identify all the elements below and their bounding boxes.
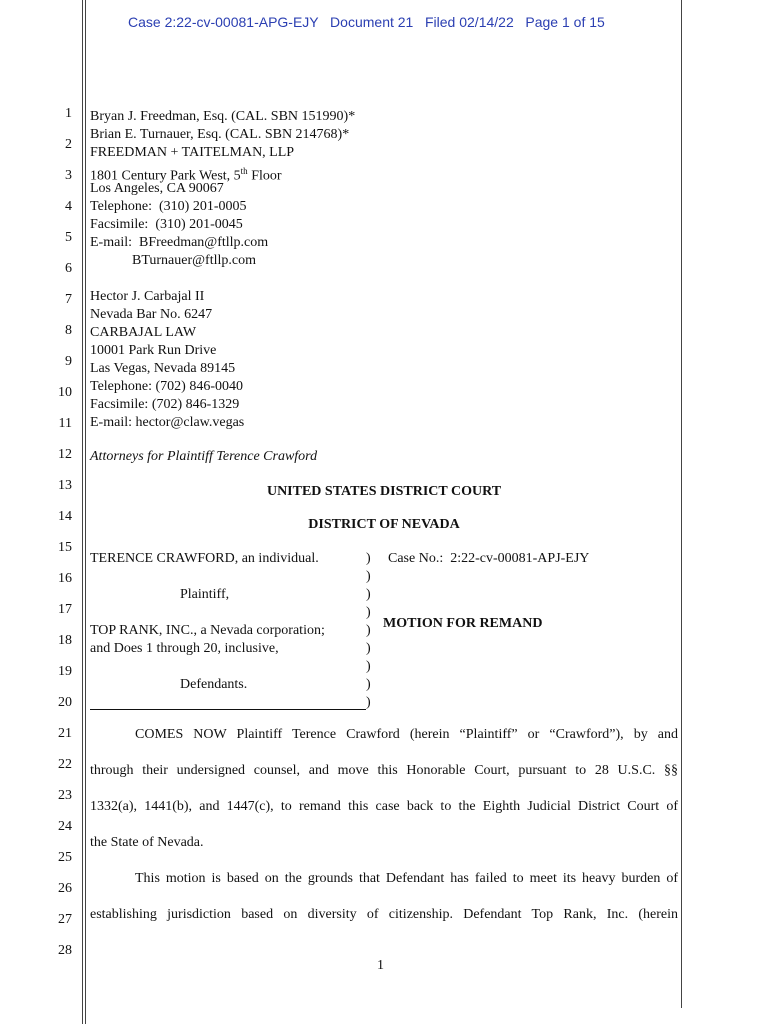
counsel-line: Facsimile: (310) 201-0045 xyxy=(90,217,243,232)
motion-title: MOTION FOR REMAND xyxy=(383,616,543,631)
counsel-line: E-mail: hector@claw.vegas xyxy=(90,415,245,430)
page-number: 1 xyxy=(377,958,384,973)
line-number: 25 xyxy=(58,850,72,865)
caption-paren: ) xyxy=(366,695,371,710)
counsel-line: 1801 Century Park West, 5th Floor xyxy=(90,166,282,184)
line-number: 19 xyxy=(58,664,72,679)
counsel-line: 10001 Park Run Drive xyxy=(90,343,217,358)
counsel-line: FREEDMAN + TAITELMAN, LLP xyxy=(90,145,295,160)
line-number: 5 xyxy=(65,230,72,245)
body-line: establishing jurisdiction based on diversity of citizenship. Defendant Top Rank, Inc. (herein xyxy=(90,907,678,922)
caption-underline xyxy=(90,709,366,710)
line-number: 10 xyxy=(58,385,72,400)
line-number: 11 xyxy=(58,416,72,431)
counsel-line: Brian E. Turnauer, Esq. (CAL. SBN 214768)* xyxy=(90,127,350,142)
line-number: 3 xyxy=(65,168,72,183)
case-header: Case 2:22-cv-00081-APG-EJY Document 21 Filed 02/14/22 Page 1 of 15 xyxy=(128,14,605,30)
line-number: 15 xyxy=(58,540,72,555)
caption-paren: ) xyxy=(366,569,371,584)
line-number: 6 xyxy=(65,261,72,276)
line-number: 28 xyxy=(58,943,72,958)
line-number: 26 xyxy=(58,881,72,896)
counsel-line: Facsimile: (702) 846-1329 xyxy=(90,397,240,412)
counsel-line: Las Vegas, Nevada 89145 xyxy=(90,361,236,376)
line-number: 1 xyxy=(65,106,72,121)
body-line: 1332(a), 1441(b), and 1447(c), to remand this case back to the Eighth Judicial District Court of xyxy=(90,799,678,814)
court-name: UNITED STATES DISTRICT COURT xyxy=(266,484,502,499)
body-line: through their undersigned counsel, and move this Honorable Court, pursuant to 28 U.S.C. §§ xyxy=(90,763,678,778)
body-line: the State of Nevada. xyxy=(90,835,204,850)
line-number: 17 xyxy=(58,602,72,617)
court-district: DISTRICT OF NEVADA xyxy=(308,517,460,532)
left-margin-line-outer xyxy=(82,0,83,1024)
counsel-line: Bryan J. Freedman, Esq. (CAL. SBN 151990)* xyxy=(90,109,356,124)
counsel-line: Nevada Bar No. 6247 xyxy=(90,307,213,322)
line-number: 20 xyxy=(58,695,72,710)
caption-plaintiff: TERENCE CRAWFORD, an individual. xyxy=(90,551,319,566)
caption-paren: ) xyxy=(366,587,371,602)
counsel-line: BTurnauer@ftllp.com xyxy=(90,253,256,268)
caption-defendant: TOP RANK, INC., a Nevada corporation; xyxy=(90,623,325,638)
caption-paren: ) xyxy=(366,551,371,566)
caption-defendant-role: Defendants. xyxy=(180,677,248,692)
line-number: 4 xyxy=(65,199,72,214)
body-line: This motion is based on the grounds that Defendant has failed to meet its heavy burden of xyxy=(135,871,678,886)
case-number: Case No.: 2:22-cv-00081-APJ-EJY xyxy=(388,551,590,566)
line-number: 13 xyxy=(58,478,72,493)
counsel-line: Hector J. Carbajal II xyxy=(90,289,205,304)
counsel-line: E-mail: BFreedman@ftllp.com xyxy=(90,235,269,250)
counsel-line: Los Angeles, CA 90067 xyxy=(90,181,224,196)
line-number: 8 xyxy=(65,323,72,338)
body-line: COMES NOW Plaintiff Terence Crawford (herein “Plaintiff” or “Crawford”), by and xyxy=(135,727,678,742)
line-number: 2 xyxy=(65,137,72,152)
right-margin-line xyxy=(681,0,682,1008)
caption-paren: ) xyxy=(366,605,371,620)
caption-paren: ) xyxy=(366,623,371,638)
caption-defendant: and Does 1 through 20, inclusive, xyxy=(90,641,279,656)
caption-paren: ) xyxy=(366,677,371,692)
line-number: 16 xyxy=(58,571,72,586)
line-number: 22 xyxy=(58,757,72,772)
attorneys-for: Attorneys for Plaintiff Terence Crawford xyxy=(90,449,318,464)
counsel-line: Telephone: (702) 846-0040 xyxy=(90,379,243,394)
line-number: 24 xyxy=(58,819,72,834)
line-number: 7 xyxy=(65,292,72,307)
caption-plaintiff-role: Plaintiff, xyxy=(180,587,230,602)
line-number: 12 xyxy=(58,447,72,462)
line-number: 14 xyxy=(58,509,72,524)
line-number: 18 xyxy=(58,633,72,648)
left-margin-line-inner xyxy=(85,0,86,1024)
counsel-line: CARBAJAL LAW xyxy=(90,325,197,340)
line-number: 9 xyxy=(65,354,72,369)
superscript: th xyxy=(240,166,248,176)
line-number: 27 xyxy=(58,912,72,927)
counsel-line: Telephone: (310) 201-0005 xyxy=(90,199,247,214)
caption-paren: ) xyxy=(366,659,371,674)
caption-paren: ) xyxy=(366,641,371,656)
line-number: 21 xyxy=(58,726,72,741)
line-number: 23 xyxy=(58,788,72,803)
